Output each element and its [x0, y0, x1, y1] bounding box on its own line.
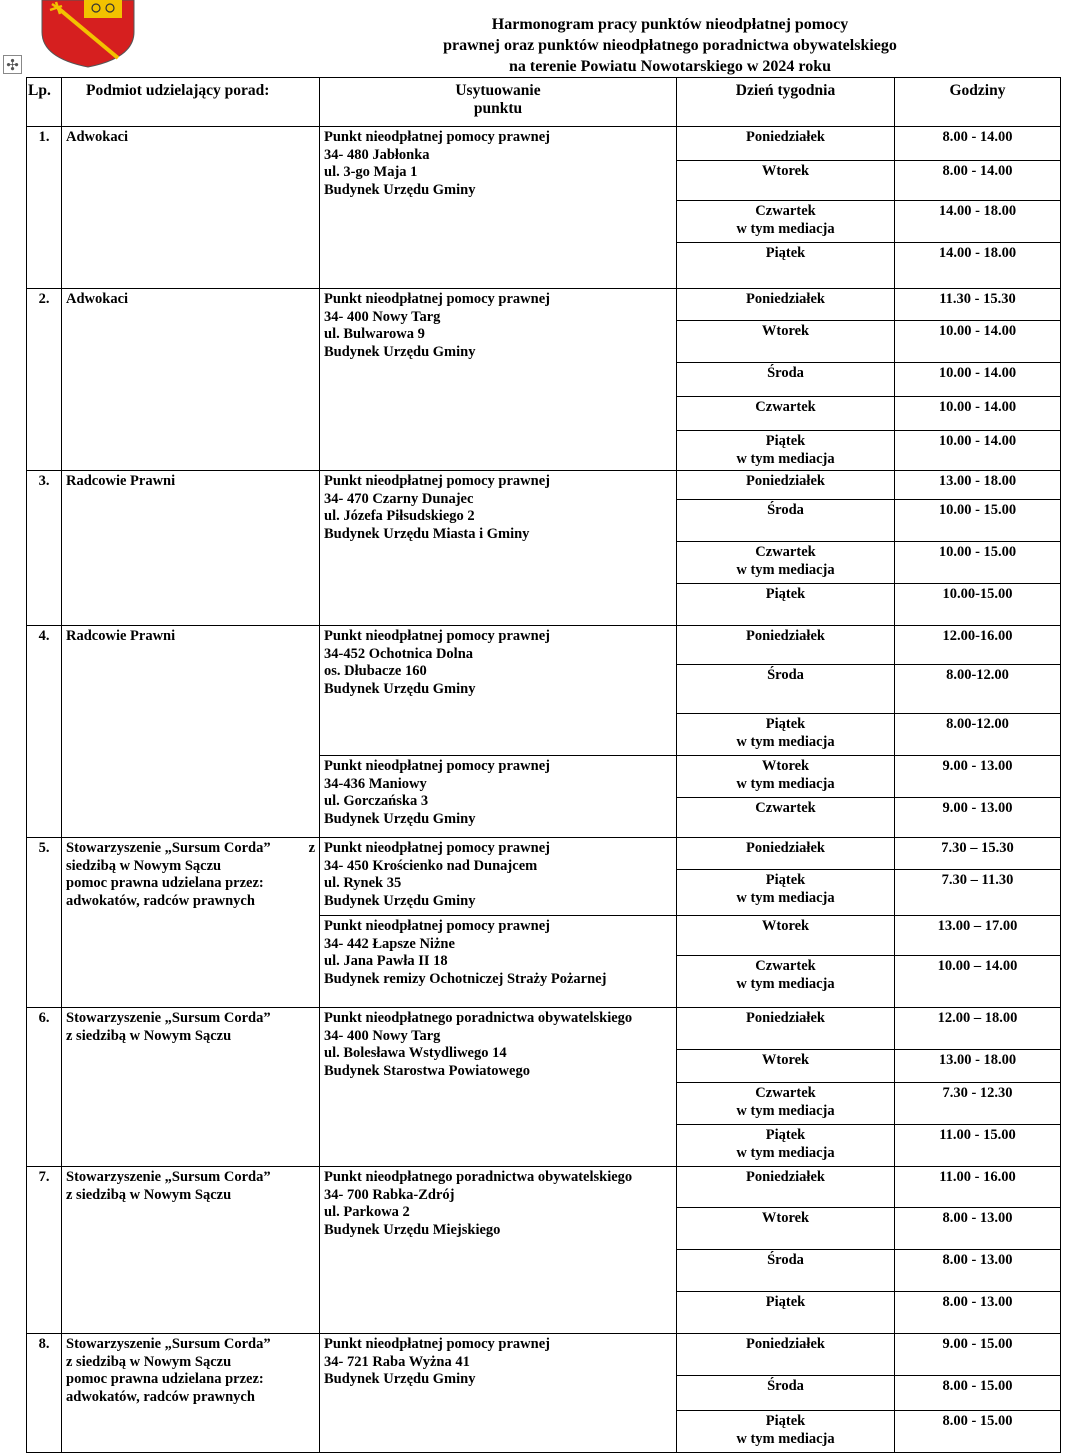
address-line: 34- 400 Nowy Targ: [324, 1027, 441, 1044]
address-line: Punkt nieodpłatnego poradnictwa obywatelskiego: [324, 1010, 633, 1026]
point-address-cell: [320, 1008, 677, 1167]
row-number: 6.: [27, 1008, 62, 1167]
weekday-cell: [677, 838, 895, 870]
weekday-label: Poniedziałek: [746, 1010, 825, 1026]
weekday-label: Czwartek: [755, 800, 816, 816]
weekday-label: Czwartek: [755, 544, 816, 560]
weekday-label: Poniedziałek: [746, 1336, 825, 1352]
weekday-label: Środa: [767, 1252, 804, 1268]
weekday-cell: [677, 665, 895, 714]
provider-name-line: [66, 1169, 315, 1187]
provider-name-line: [66, 1010, 315, 1028]
provider-cell: [62, 626, 320, 838]
weekday-cell: [677, 1008, 895, 1050]
weekday-cell: [677, 500, 895, 542]
weekday-cell: [677, 397, 895, 431]
title-line: na terenie Powiatu Nowotarskiego w 2024 roku: [508, 58, 832, 75]
address-line: Punkt nieodpłatnej pomocy prawnej: [324, 628, 550, 644]
hours-cell: 8.00 - 13.00: [895, 1292, 1061, 1334]
weekday-cell: [677, 626, 895, 665]
address-line: Budynek Urzędu Gminy: [324, 680, 476, 697]
hours-cell: 9.00 - 13.00: [895, 756, 1061, 798]
mediation-note: w tym mediacja: [736, 1144, 835, 1161]
table-row: [27, 127, 1061, 161]
row-number: 8.: [27, 1334, 62, 1453]
provider-line: Radcowie Prawni: [66, 628, 176, 644]
address-line: Budynek Urzędu Gminy: [324, 343, 476, 360]
weekday-label: Wtorek: [761, 1210, 810, 1226]
hours-cell: 10.00 - 14.00: [895, 397, 1061, 431]
weekday-label: Piątek: [765, 1413, 806, 1429]
address-line: Budynek Urzędu Gminy: [324, 810, 476, 827]
point-address-cell: [320, 127, 677, 289]
provider-cell: [62, 1008, 320, 1167]
weekday-cell: [677, 471, 895, 500]
weekday-cell: [677, 714, 895, 756]
point-address-cell: [320, 289, 677, 471]
hours-cell: 8.00 - 15.00: [895, 1376, 1061, 1411]
weekday-cell: [677, 1208, 895, 1250]
weekday-label: Poniedziałek: [746, 840, 825, 856]
address-line: Budynek remizy Ochotniczej Straży Pożarnej: [324, 970, 607, 987]
mediation-note: w tym mediacja: [736, 220, 835, 237]
weekday-cell: [677, 1050, 895, 1083]
provider-line: z siedzibą w Nowym Sączu: [66, 1353, 232, 1370]
weekday-label: Piątek: [765, 245, 806, 261]
address-line: 34- 700 Rabka-Zdrój: [324, 1186, 455, 1203]
weekday-cell: [677, 1411, 895, 1453]
mediation-note: w tym mediacja: [736, 561, 835, 578]
header-lp: Lp.: [27, 78, 62, 127]
weekday-label: Piątek: [765, 586, 806, 602]
provider-name-line: [66, 840, 315, 858]
hours-cell: 8.00 - 13.00: [895, 1250, 1061, 1292]
hours-cell: 8.00 - 14.00: [895, 161, 1061, 201]
weekday-cell: [677, 321, 895, 363]
mediation-note: w tym mediacja: [736, 1430, 835, 1447]
weekday-label: Czwartek: [755, 203, 816, 219]
weekday-cell: [677, 798, 895, 838]
provider-line: adwokatów, radców prawnych: [66, 892, 255, 909]
address-line: os. Dłubacze 160: [324, 663, 427, 679]
address-line: ul. Jana Pawła II 18: [324, 953, 448, 969]
point-address-cell: [320, 1334, 677, 1453]
weekday-label: Wtorek: [761, 918, 810, 934]
schedule-table: [26, 77, 1061, 1453]
hours-cell: 7.30 - 12.30: [895, 1083, 1061, 1125]
address-line: Punkt nieodpłatnej pomocy prawnej: [324, 129, 550, 145]
address-line: Punkt nieodpłatnej pomocy prawnej: [324, 291, 550, 307]
weekday-cell: [677, 1167, 895, 1208]
hours-cell: 10.00 - 15.00: [895, 542, 1061, 584]
address-line: 34- 721 Raba Wyżna 41: [324, 1353, 470, 1370]
weekday-cell: [677, 584, 895, 626]
weekday-label: Piątek: [765, 872, 806, 888]
weekday-label: Wtorek: [761, 163, 810, 179]
hours-cell: 7.30 – 15.30: [895, 838, 1061, 870]
weekday-label: Środa: [767, 365, 804, 381]
table-row: [27, 289, 1061, 321]
mediation-note: w tym mediacja: [736, 889, 835, 906]
hours-cell: 12.00 – 18.00: [895, 1008, 1061, 1050]
hours-cell: 8.00-12.00: [895, 665, 1061, 714]
coat-of-arms-emblem: [38, 0, 138, 68]
row-number: 3.: [27, 471, 62, 626]
address-line: ul. Józefa Piłsudskiego 2: [324, 508, 475, 524]
title-line: Harmonogram pracy punktów nieodpłatnej pomocy: [491, 16, 849, 33]
hours-cell: 8.00 - 14.00: [895, 127, 1061, 161]
weekday-label: Czwartek: [755, 958, 816, 974]
weekday-label: Poniedziałek: [746, 628, 825, 644]
point-address-cell: [320, 1167, 677, 1334]
weekday-label: Wtorek: [761, 1052, 810, 1068]
table-row: [27, 838, 1061, 870]
weekday-cell: [677, 289, 895, 321]
weekday-label: Czwartek: [755, 399, 816, 415]
address-line: ul. Bolesława Wstydliwego 14: [324, 1045, 507, 1061]
weekday-cell: [677, 870, 895, 916]
provider-line: adwokatów, radców prawnych: [66, 1388, 255, 1405]
address-line: 34- 442 Łapsze Niżne: [324, 935, 455, 952]
hours-cell: 12.00-16.00: [895, 626, 1061, 665]
hours-cell: 8.00-12.00: [895, 714, 1061, 756]
table-row: [27, 626, 1061, 665]
weekday-label: Piątek: [765, 716, 806, 732]
weekday-cell: [677, 542, 895, 584]
address-line: 34-452 Ochotnica Dolna: [324, 645, 474, 662]
address-line: Punkt nieodpłatnej pomocy prawnej: [324, 840, 550, 856]
hours-cell: 14.00 - 18.00: [895, 201, 1061, 243]
weekday-label: Czwartek: [755, 1085, 816, 1101]
table-row: [27, 471, 1061, 500]
provider-line: Adwokaci: [66, 129, 129, 145]
address-line: 34- 480 Jabłonka: [324, 146, 430, 163]
header-podmiot: Podmiot udzielający porad:: [62, 78, 320, 127]
provider-cell: [62, 838, 320, 1008]
address-line: ul. Parkowa 2: [324, 1204, 410, 1220]
weekday-label: Środa: [767, 1378, 804, 1394]
point-address-cell: [320, 756, 677, 838]
weekday-cell: [677, 201, 895, 243]
table-row: [27, 1008, 1061, 1050]
weekday-cell: [677, 1083, 895, 1125]
hours-cell: 9.00 - 13.00: [895, 798, 1061, 838]
address-line: Budynek Urzędu Gminy: [324, 892, 476, 909]
weekday-cell: [677, 1292, 895, 1334]
weekday-label: Piątek: [765, 1294, 806, 1310]
weekday-cell: [677, 1125, 895, 1167]
address-line: Punkt nieodpłatnej pomocy prawnej: [324, 473, 550, 489]
hours-cell: 11.30 - 15.30: [895, 289, 1061, 321]
address-line: Budynek Starostwa Powiatowego: [324, 1062, 530, 1079]
provider-name-suffix: z: [308, 840, 315, 856]
row-number: 4.: [27, 626, 62, 838]
hours-cell: 11.00 - 15.00: [895, 1125, 1061, 1167]
weekday-label: Środa: [767, 502, 804, 518]
provider-line: z siedzibą w Nowym Sączu: [66, 1027, 232, 1044]
hours-cell: 8.00 - 15.00: [895, 1411, 1061, 1453]
row-number: 1.: [27, 127, 62, 289]
weekday-cell: [677, 161, 895, 201]
row-number: 2.: [27, 289, 62, 471]
address-line: ul. 3-go Maja 1: [324, 164, 418, 180]
point-address-cell: [320, 916, 677, 1008]
mediation-note: w tym mediacja: [736, 775, 835, 792]
weekday-cell: [677, 431, 895, 471]
address-line: Budynek Urzędu Miejskiego: [324, 1221, 501, 1238]
hours-cell: 11.00 - 16.00: [895, 1167, 1061, 1208]
hours-cell: 8.00 - 13.00: [895, 1208, 1061, 1250]
provider-line: pomoc prawna udzielana przez:: [66, 1371, 264, 1387]
hours-cell: 10.00 - 15.00: [895, 500, 1061, 542]
title-line: prawnej oraz punktów nieodpłatnego poradnictwa obywatelskiego: [443, 37, 897, 54]
weekday-cell: [677, 916, 895, 956]
weekday-cell: [677, 243, 895, 289]
mediation-note: w tym mediacja: [736, 450, 835, 467]
point-address-cell: [320, 471, 677, 626]
document-title: [300, 14, 1040, 77]
weekday-label: Poniedziałek: [746, 291, 825, 307]
provider-name: Stowarzyszenie „Sursum Corda”: [66, 1336, 271, 1352]
hours-cell: 9.00 - 15.00: [895, 1334, 1061, 1376]
provider-name: Stowarzyszenie „Sursum Corda”: [66, 1169, 271, 1185]
header-dzien: Dzień tygodnia: [677, 78, 895, 127]
weekday-cell: [677, 756, 895, 798]
provider-cell: [62, 1167, 320, 1334]
header-usytuowanie: Usytuowanie punktu: [320, 78, 677, 127]
provider-cell: [62, 289, 320, 471]
address-line: ul. Rynek 35: [324, 875, 402, 891]
provider-cell: [62, 1334, 320, 1453]
address-line: Punkt nieodpłatnej pomocy prawnej: [324, 758, 550, 774]
header-godziny: Godziny: [895, 78, 1061, 127]
weekday-label: Środa: [767, 667, 804, 683]
address-line: 34-436 Maniowy: [324, 775, 427, 792]
provider-name: Stowarzyszenie „Sursum Corda”: [66, 1010, 271, 1026]
provider-line: z siedzibą w Nowym Sączu: [66, 1186, 232, 1203]
table-row: [27, 1334, 1061, 1376]
address-line: 34- 400 Nowy Targ: [324, 308, 441, 325]
address-line: Punkt nieodpłatnego poradnictwa obywatelskiego: [324, 1169, 633, 1185]
point-address-cell: [320, 838, 677, 916]
address-line: ul. Gorczańska 3: [324, 793, 429, 809]
weekday-label: Wtorek: [761, 758, 810, 774]
address-line: Punkt nieodpłatnej pomocy prawnej: [324, 1336, 550, 1352]
provider-line: siedzibą w Nowym Sączu: [66, 857, 222, 874]
weekday-cell: [677, 363, 895, 397]
weekday-label: Wtorek: [761, 323, 810, 339]
mediation-note: w tym mediacja: [736, 733, 835, 750]
address-line: ul. Bulwarowa 9: [324, 326, 425, 342]
table-move-handle-icon[interactable]: ✣: [3, 55, 22, 74]
address-line: 34- 470 Czarny Dunajec: [324, 490, 474, 507]
provider-name-line: [66, 1336, 315, 1354]
address-line: Budynek Urzędu Gminy: [324, 181, 476, 198]
row-number: 5.: [27, 838, 62, 1008]
hours-cell: 13.00 - 18.00: [895, 1050, 1061, 1083]
hours-cell: 7.30 – 11.30: [895, 870, 1061, 916]
table-row: [27, 1167, 1061, 1208]
point-address-cell: [320, 626, 677, 756]
hours-cell: 13.00 – 17.00: [895, 916, 1061, 956]
weekday-cell: [677, 1334, 895, 1376]
weekday-label: Piątek: [765, 1127, 806, 1143]
hours-cell: 10.00 – 14.00: [895, 956, 1061, 1008]
hours-cell: 10.00 - 14.00: [895, 431, 1061, 471]
address-line: Budynek Urzędu Miasta i Gminy: [324, 525, 530, 542]
address-line: Budynek Urzędu Gminy: [324, 1371, 476, 1387]
provider-cell: [62, 471, 320, 626]
weekday-label: Poniedziałek: [746, 129, 825, 145]
weekday-label: Poniedziałek: [746, 1169, 825, 1185]
hours-cell: 10.00-15.00: [895, 584, 1061, 626]
provider-line: Adwokaci: [66, 291, 129, 307]
weekday-cell: [677, 1376, 895, 1411]
hours-cell: 14.00 - 18.00: [895, 243, 1061, 289]
weekday-cell: [677, 127, 895, 161]
weekday-label: Piątek: [765, 433, 806, 449]
row-number: 7.: [27, 1167, 62, 1334]
provider-line: pomoc prawna udzielana przez:: [66, 875, 264, 891]
weekday-cell: [677, 956, 895, 1008]
weekday-label: Poniedziałek: [746, 473, 825, 489]
hours-cell: 10.00 - 14.00: [895, 363, 1061, 397]
mediation-note: w tym mediacja: [736, 975, 835, 992]
hours-cell: 13.00 - 18.00: [895, 471, 1061, 500]
address-line: Punkt nieodpłatnej pomocy prawnej: [324, 918, 550, 934]
mediation-note: w tym mediacja: [736, 1102, 835, 1119]
provider-line: Radcowie Prawni: [66, 473, 176, 489]
address-line: 34- 450 Krościenko nad Dunajcem: [324, 857, 538, 874]
weekday-cell: [677, 1250, 895, 1292]
provider-name: Stowarzyszenie „Sursum Corda”: [66, 840, 271, 856]
hours-cell: 10.00 - 14.00: [895, 321, 1061, 363]
provider-cell: [62, 127, 320, 289]
